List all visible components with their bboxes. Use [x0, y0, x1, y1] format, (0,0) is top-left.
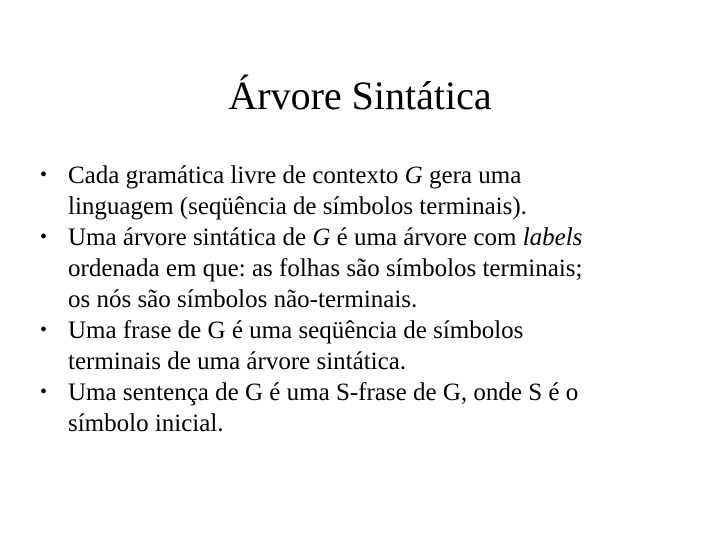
bullet-text: terminais de uma árvore sintática. [68, 348, 407, 375]
bullet-icon: • [40, 381, 48, 403]
bullet-line [68, 408, 680, 439]
bullet-text: Uma frase de G é uma seqüência de símbolos [68, 317, 524, 344]
italic-text: G [312, 224, 331, 251]
bullet-line [68, 346, 680, 377]
bullet-text: Uma sentença de G é uma S-frase de G, onde S é o [68, 379, 579, 406]
bullet-icon: • [40, 226, 48, 248]
bullet-line [68, 377, 680, 408]
bullet-text: é uma árvore com [330, 224, 523, 251]
bullet-line [68, 315, 680, 346]
bullet-text: os nós são símbolos não-terminais. [68, 286, 418, 313]
bullet-text: ordenada em que: as folhas são símbolos terminais; [68, 255, 583, 282]
bullet-text: Uma árvore sintática de [68, 224, 313, 251]
bullet-list [40, 160, 680, 439]
bullet-text: Cada gramática livre de contexto [68, 162, 405, 189]
bullet-text: símbolo inicial. [68, 410, 224, 437]
bullet-item [40, 160, 680, 222]
italic-text: G [404, 162, 423, 189]
slide-title: Árvore Sintática [228, 73, 492, 118]
bullet-text: gera uma [422, 162, 522, 189]
bullet-icon: • [40, 164, 48, 186]
bullet-item [40, 377, 680, 439]
bullet-item [40, 222, 680, 315]
bullet-text: linguagem (seqüência de símbolos terminais). [68, 193, 527, 220]
bullet-line [68, 160, 680, 191]
bullet-item [40, 315, 680, 377]
bullet-line [68, 222, 680, 253]
bullet-line [68, 191, 680, 222]
bullet-icon: • [40, 319, 48, 341]
italic-text: labels [522, 224, 583, 251]
bullet-line [68, 253, 680, 284]
bullet-line [68, 284, 680, 315]
